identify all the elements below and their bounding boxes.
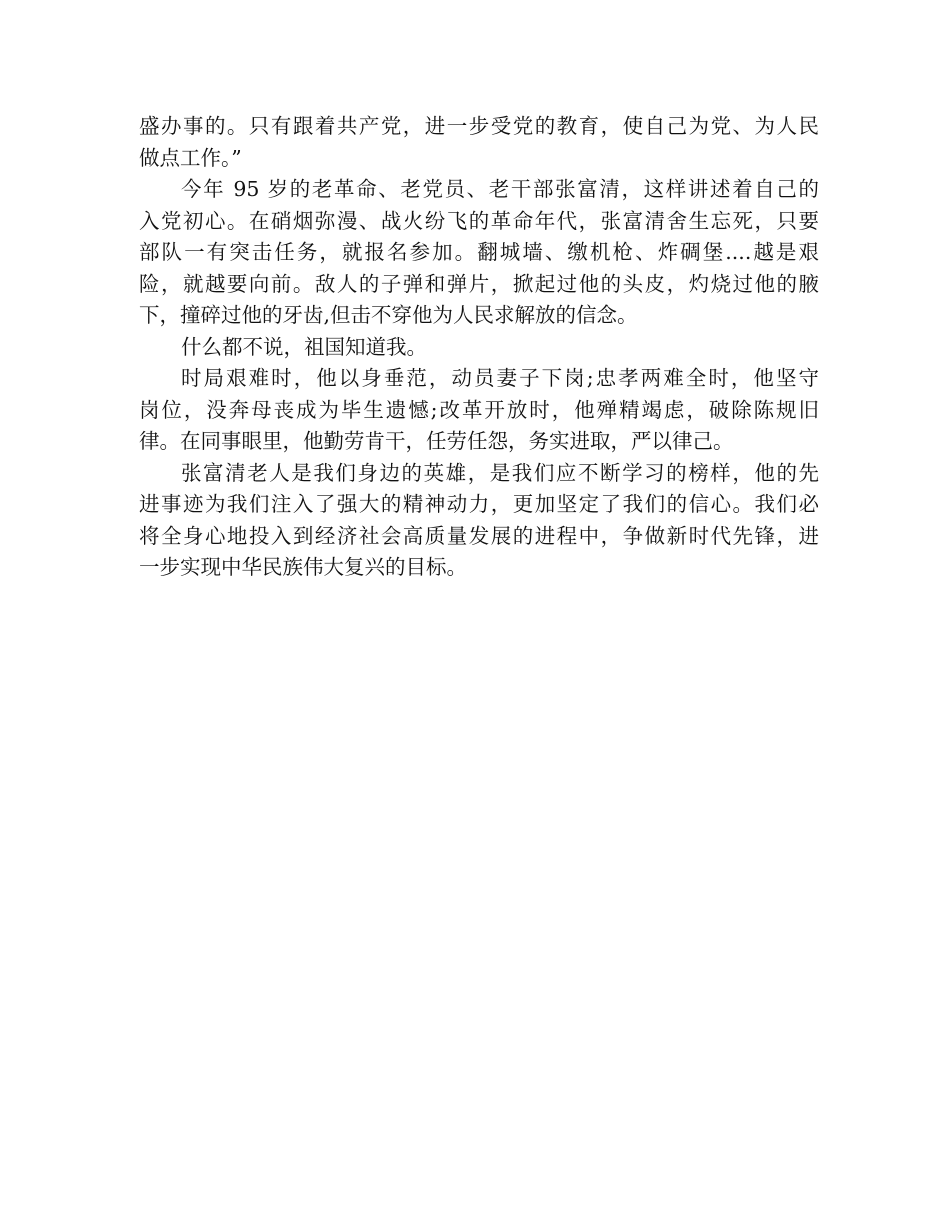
text-line: 部队一有突击任务，就报名参加。翻城墙、缴机枪、炸碉堡....越是艰 — [139, 240, 819, 264]
text-line: 下，撞碎过他的牙齿,但击不穿他为人民求解放的信念。 — [139, 303, 638, 327]
text-line: 将全身心地投入到经济社会高质量发展的进程中，争做新时代先锋，进 — [139, 523, 819, 548]
text-line: 做点工作。” — [139, 145, 242, 170]
document-body — [139, 111, 819, 584]
text-line: 什么都不说，祖国知道我。 — [181, 334, 427, 359]
text-line: 一步实现中华民族伟大复兴的目标。 — [139, 555, 467, 579]
paragraph-2 — [139, 174, 819, 332]
text-line: 律。在同事眼里，他勤劳肯干，任劳任怨，务实进取，严以律己。 — [139, 429, 734, 453]
text-line: 入党初心。在硝烟弥漫、战火纷飞的革命年代，张富清舍生忘死，只要 — [139, 208, 819, 233]
paragraph-1 — [139, 111, 819, 174]
paragraph-3 — [139, 332, 819, 364]
text-line: 今年 95 岁的老革命、老党员、老干部张富清，这样讲述着自己的 — [181, 177, 819, 201]
text-line: 岗位，没奔母丧成为毕生遗憾;改革开放时，他殚精竭虑，破除陈规旧 — [139, 397, 819, 422]
text-line: 进事迹为我们注入了强大的精神动力，更加坚定了我们的信心。我们必 — [139, 492, 819, 516]
text-line: 险，就越要向前。敌人的子弹和弹片，掀起过他的头皮，灼烧过他的腋 — [139, 271, 819, 296]
text-line: 张富清老人是我们身边的英雄，是我们应不断学习的榜样，他的先 — [181, 460, 819, 485]
text-line: 盛办事的。只有跟着共产党，进一步受党的教育，使自己为党、为人民 — [139, 114, 819, 138]
paragraph-5 — [139, 458, 819, 584]
text-line: 时局艰难时，他以身垂范，动员妻子下岗;忠孝两难全时，他坚守 — [181, 366, 819, 390]
paragraph-4 — [139, 363, 819, 458]
